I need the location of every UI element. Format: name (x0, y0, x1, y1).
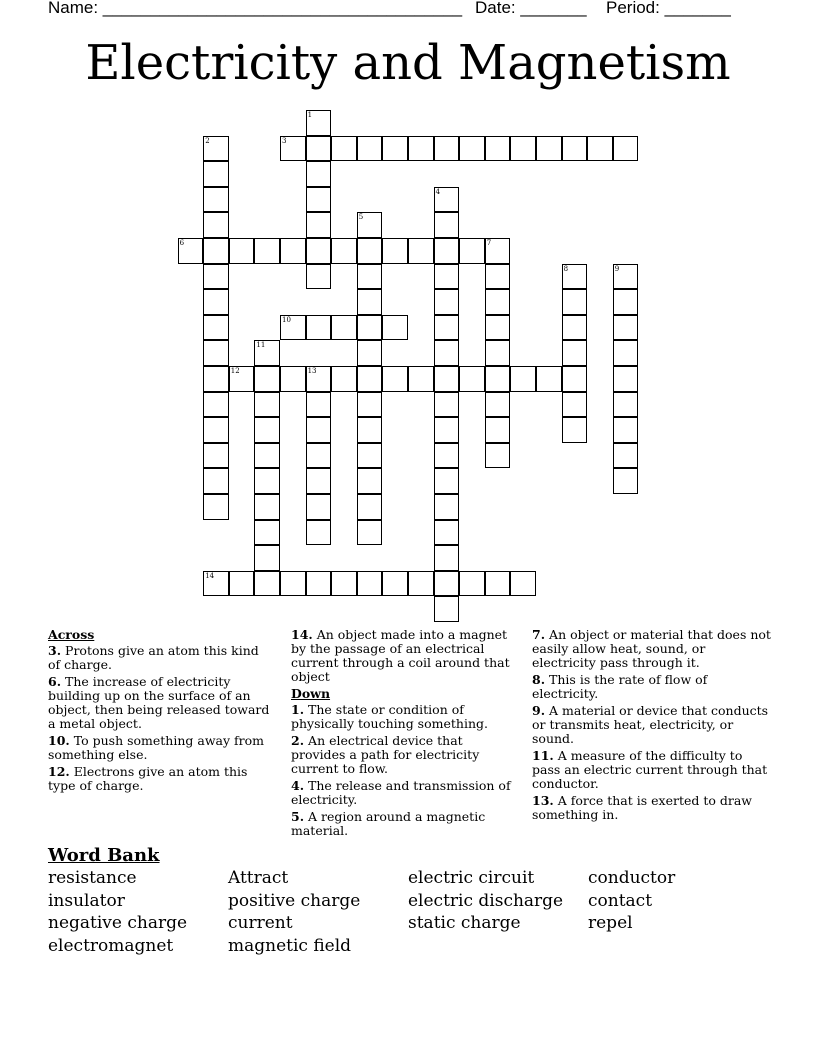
clue-down-8: 8. This is the rate of flow of electricity. (532, 672, 708, 701)
grid-cell[interactable] (613, 417, 639, 443)
grid-cell[interactable] (485, 238, 511, 264)
grid-cell[interactable] (562, 315, 588, 341)
grid-cell[interactable] (254, 520, 280, 546)
name-field-label[interactable]: Name: ______________________________________ (48, 0, 463, 17)
grid-cell[interactable] (357, 315, 383, 341)
grid-cell[interactable] (203, 494, 229, 520)
grid-cell[interactable] (306, 417, 332, 443)
word-bank-item: negative charge (48, 913, 188, 933)
grid-cell[interactable] (434, 366, 460, 392)
page-title: Electricity and Magnetism (85, 35, 731, 91)
grid-cell[interactable] (485, 136, 511, 162)
grid-cell[interactable] (254, 468, 280, 494)
grid-cell[interactable] (434, 289, 460, 315)
grid-cell[interactable] (254, 494, 280, 520)
grid-cell[interactable] (331, 571, 357, 597)
grid-cell[interactable] (357, 136, 383, 162)
grid-cell[interactable] (306, 264, 332, 290)
clue-number: 10 (282, 315, 291, 324)
grid-cell[interactable] (382, 366, 408, 392)
period-field-label[interactable]: Period: _______ (606, 0, 731, 17)
grid-cell[interactable] (357, 366, 383, 392)
grid-cell[interactable] (229, 238, 255, 264)
grid-cell[interactable] (613, 315, 639, 341)
word-bank-item: static charge (408, 913, 521, 933)
grid-cell[interactable] (254, 443, 280, 469)
clue-number: 6 (179, 239, 185, 247)
grid-cell[interactable] (485, 417, 511, 443)
grid-cell[interactable] (306, 571, 332, 597)
grid-cell[interactable] (562, 366, 588, 392)
grid-cell[interactable] (434, 238, 460, 264)
across-heading: Across (48, 627, 95, 642)
grid-cell[interactable] (203, 417, 229, 443)
word-bank-item: electric circuit (408, 868, 535, 888)
grid-cell[interactable] (408, 571, 434, 597)
grid-cell[interactable] (485, 366, 511, 392)
grid-cell[interactable] (434, 494, 460, 520)
grid-cell[interactable] (459, 366, 485, 392)
grid-cell[interactable] (306, 110, 332, 136)
grid-cell[interactable] (229, 571, 255, 597)
grid-cell[interactable] (306, 366, 332, 392)
grid-cell[interactable] (459, 571, 485, 597)
grid-cell[interactable] (203, 392, 229, 418)
grid-cell[interactable] (357, 417, 383, 443)
clue-down-2: 2. An electrical device that provides a path for electricity current to flow. (291, 733, 480, 776)
clue-number: 5 (358, 213, 364, 222)
clue-down-1: 1. The state or condition of physically touching something. (291, 702, 488, 731)
grid-cell[interactable] (434, 315, 460, 341)
grid-cell[interactable] (485, 392, 511, 418)
grid-cell[interactable] (613, 392, 639, 418)
grid-cell[interactable] (382, 315, 408, 341)
grid-cell[interactable] (203, 315, 229, 341)
grid-cell[interactable] (254, 238, 280, 264)
clues-column-1 (48, 628, 274, 796)
grid-cell[interactable] (459, 136, 485, 162)
grid-cell[interactable] (357, 494, 383, 520)
grid-cell[interactable] (613, 340, 639, 366)
word-bank-item: conductor (588, 868, 676, 888)
grid-cell[interactable] (280, 366, 306, 392)
word-bank-item: positive charge (228, 891, 361, 911)
grid-cell[interactable] (562, 340, 588, 366)
clue-number: 1 (307, 111, 313, 119)
grid-cell[interactable] (280, 571, 306, 597)
grid-cell[interactable] (434, 187, 460, 213)
grid-cell[interactable] (306, 494, 332, 520)
clue-number: 11 (256, 341, 266, 350)
grid-cell[interactable] (331, 366, 357, 392)
clue-number: 14 (205, 571, 215, 580)
grid-cell[interactable] (613, 136, 639, 162)
grid-cell[interactable] (306, 443, 332, 469)
grid-cell[interactable] (357, 571, 383, 597)
clue-across-12: 12. Electrons give an atom this type of charge. (48, 764, 248, 793)
grid-cell[interactable] (306, 315, 332, 341)
grid-cell[interactable] (331, 238, 357, 264)
grid-cell[interactable] (434, 571, 460, 597)
word-bank-title: Word Bank (48, 845, 160, 866)
grid-cell[interactable] (306, 468, 332, 494)
grid-cell[interactable] (254, 340, 280, 366)
grid-cell[interactable] (536, 366, 562, 392)
clue-number: 7 (486, 239, 492, 247)
grid-cell[interactable] (203, 264, 229, 290)
grid-cell[interactable] (280, 238, 306, 264)
grid-cell[interactable] (357, 264, 383, 290)
date-field-label[interactable]: Date: _______ (475, 0, 587, 17)
grid-cell[interactable] (434, 212, 460, 238)
grid-cell[interactable] (510, 571, 536, 597)
grid-cell[interactable] (254, 545, 280, 571)
clue-number: 8 (563, 264, 569, 273)
clues-column-2 (291, 628, 521, 841)
clue-down-5: 5. A region around a magnetic material. (291, 809, 486, 838)
grid-cell[interactable] (357, 443, 383, 469)
grid-cell[interactable] (357, 468, 383, 494)
grid-cell[interactable] (357, 340, 383, 366)
grid-cell[interactable] (562, 392, 588, 418)
grid-cell[interactable] (408, 136, 434, 162)
grid-cell[interactable] (485, 340, 511, 366)
grid-cell[interactable] (357, 212, 383, 238)
clue-down-4: 4. The release and transmission of electricity. (291, 778, 511, 807)
clue-down-7: 7. An object or material that does not easily allow heat, sound, or electricity pass through it. (532, 627, 771, 670)
grid-cell[interactable] (434, 545, 460, 571)
grid-cell[interactable] (306, 161, 332, 187)
word-bank-item: resistance (48, 868, 137, 888)
grid-cell[interactable] (306, 136, 332, 162)
clue-number: 2 (205, 136, 210, 145)
grid-cell[interactable] (562, 136, 588, 162)
word-bank-item: current (228, 913, 293, 933)
grid-cell[interactable] (485, 289, 511, 315)
grid-cell[interactable] (306, 520, 332, 546)
grid-cell[interactable] (434, 417, 460, 443)
grid-cell[interactable] (382, 136, 408, 162)
grid-cell[interactable] (459, 238, 485, 264)
grid-cell[interactable] (510, 366, 536, 392)
word-bank-item: magnetic field (228, 936, 352, 956)
grid-cell[interactable] (306, 392, 332, 418)
grid-cell[interactable] (536, 136, 562, 162)
grid-cell[interactable] (562, 264, 588, 290)
grid-cell[interactable] (203, 161, 229, 187)
word-bank-item: electromagnet (48, 936, 174, 956)
word-bank-item: insulator (48, 891, 125, 911)
grid-cell[interactable] (229, 366, 255, 392)
grid-cell[interactable] (203, 443, 229, 469)
grid-cell[interactable] (613, 289, 639, 315)
grid-cell[interactable] (510, 136, 536, 162)
grid-cell[interactable] (434, 596, 460, 622)
grid-cell[interactable] (485, 315, 511, 341)
clue-down-13: 13. A force that is exerted to draw something in. (532, 793, 753, 822)
grid-cell[interactable] (357, 520, 383, 546)
grid-cell[interactable] (613, 366, 639, 392)
grid-cell[interactable] (382, 238, 408, 264)
grid-cell[interactable] (613, 264, 639, 290)
grid-cell[interactable] (382, 571, 408, 597)
grid-cell[interactable] (587, 136, 613, 162)
grid-cell[interactable] (434, 136, 460, 162)
word-bank-item: Attract (228, 868, 289, 888)
grid-cell[interactable] (408, 238, 434, 264)
grid-cell[interactable] (254, 392, 280, 418)
word-bank-item: contact (588, 891, 653, 911)
clue-number: 9 (614, 264, 620, 273)
grid-cell[interactable] (203, 571, 229, 597)
grid-cell[interactable] (254, 571, 280, 597)
clue-number: 12 (230, 367, 240, 375)
clue-across-14: 14. An object made into a magnet by the passage of an electrical current through a coil around that object (291, 627, 510, 684)
grid-cell[interactable] (203, 238, 229, 264)
grid-cell[interactable] (280, 315, 306, 341)
grid-cell[interactable] (203, 136, 229, 162)
grid-cell[interactable] (357, 392, 383, 418)
clues-column-3 (532, 628, 772, 825)
grid-cell[interactable] (203, 187, 229, 213)
grid-cell[interactable] (485, 264, 511, 290)
grid-cell[interactable] (562, 289, 588, 315)
grid-cell[interactable] (203, 289, 229, 315)
grid-cell[interactable] (306, 238, 332, 264)
clue-across-10: 10. To push something away from something else. (48, 733, 264, 762)
clue-down-11: 11. A measure of the difficulty to pass an electric current through that conductor. (532, 748, 768, 791)
grid-cell[interactable] (254, 366, 280, 392)
grid-cell[interactable] (306, 212, 332, 238)
grid-cell[interactable] (203, 340, 229, 366)
grid-cell[interactable] (203, 212, 229, 238)
grid-cell[interactable] (613, 468, 639, 494)
clue-down-9: 9. A material or device that conducts or transmits heat, electricity, or sound. (532, 703, 769, 746)
grid-cell[interactable] (203, 366, 229, 392)
grid-cell[interactable] (434, 340, 460, 366)
grid-cell[interactable] (408, 366, 434, 392)
clue-number: 4 (435, 187, 441, 196)
clue-across-3: 3. Protons give an atom this kind of charge. (48, 643, 259, 672)
grid-cell[interactable] (357, 289, 383, 315)
grid-cell[interactable] (613, 443, 639, 469)
down-heading: Down (291, 686, 331, 701)
grid-cell[interactable] (280, 136, 306, 162)
grid-cell[interactable] (485, 571, 511, 597)
grid-cell[interactable] (562, 417, 588, 443)
grid-cell[interactable] (434, 264, 460, 290)
grid-cell[interactable] (485, 443, 511, 469)
grid-cell[interactable] (434, 468, 460, 494)
clue-number: 3 (282, 136, 287, 145)
grid-cell[interactable] (357, 238, 383, 264)
clue-across-6: 6. The increase of electricity building up on the surface of an object, then being released toward a metal object. (48, 674, 270, 731)
word-bank-item: electric discharge (408, 891, 564, 911)
word-bank-item: repel (588, 913, 633, 933)
grid-cell[interactable] (203, 468, 229, 494)
grid-cell[interactable] (434, 392, 460, 418)
grid-cell[interactable] (331, 136, 357, 162)
clue-number: 13 (307, 367, 317, 375)
grid-cell[interactable] (331, 315, 357, 341)
grid-cell[interactable] (434, 443, 460, 469)
grid-cell[interactable] (434, 520, 460, 546)
grid-cell[interactable] (178, 238, 204, 264)
grid-cell[interactable] (254, 417, 280, 443)
grid-cell[interactable] (306, 187, 332, 213)
